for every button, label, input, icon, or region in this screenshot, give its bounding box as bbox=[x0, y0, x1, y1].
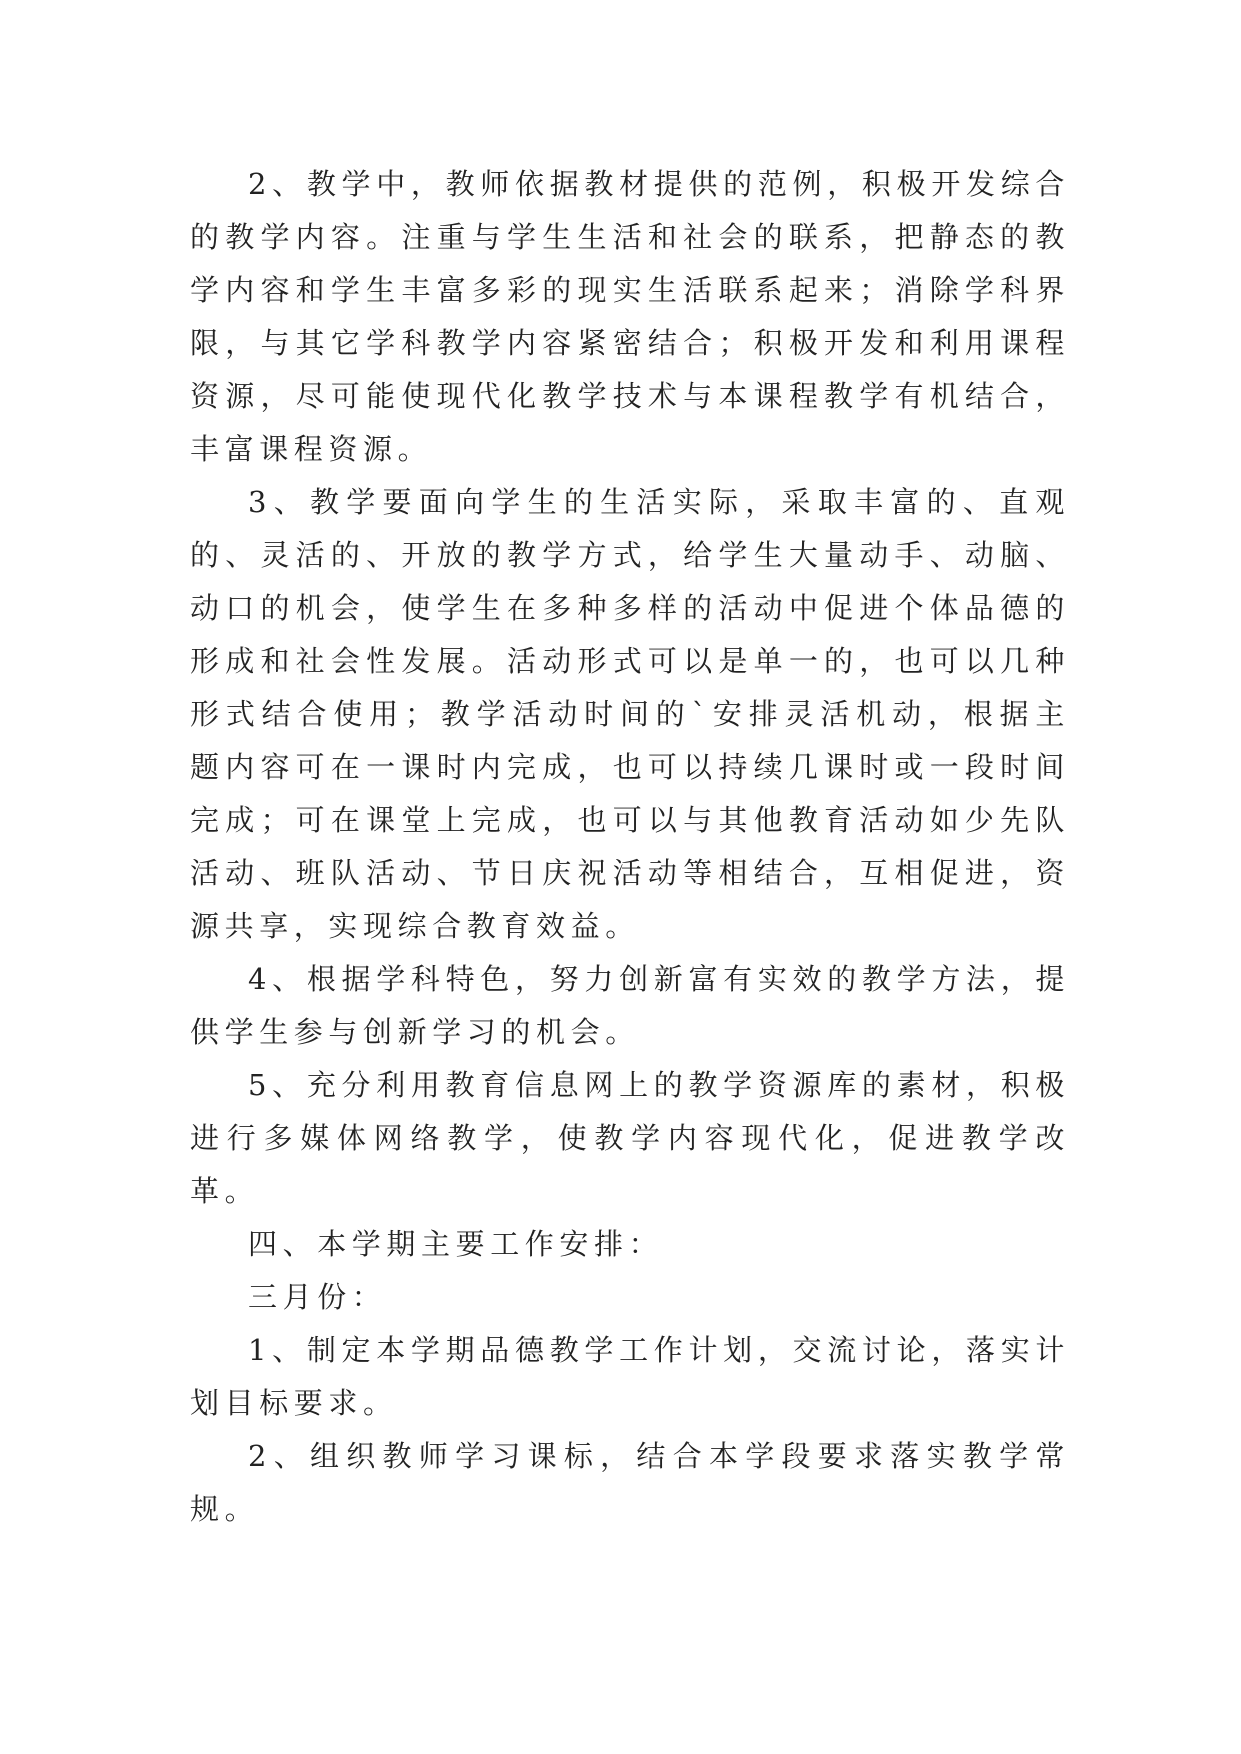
paragraph-multimedia: 5、充分利用教育信息网上的教学资源库的素材，积极进行多媒体网络教学，使教学内容现代化，促进教学改革。 bbox=[190, 1068, 1070, 1208]
paragraph-march-item-2: 2、组织教师学习课标，结合本学段要求落实教学常规。 bbox=[190, 1439, 1070, 1526]
paragraph-subject-features: 4、根据学科特色，努力创新富有实效的教学方法，提供学生参与创新学习的机会。 bbox=[190, 962, 1070, 1049]
paragraph-teaching-methods: 3、教学要面向学生的生活实际，采取丰富的、直观的、灵活的、开放的教学方式，给学生大量动手、动脑、动口的机会，使学生在多种多样的活动中促进个体品德的形成和社会性发展。活动形式可以是单一的，也可以几种形式结合使用；教学活动时间的`安排灵活机动，根据主题内容可在一课时内完成，也可以持续几课时或一段时间完成；可在课堂上完成，也可以与其他教育活动如少先队活动、班队活动、节日庆祝活动等相结合，互相促进，资源共享，实现综合教育效益。 bbox=[190, 485, 1070, 943]
document-body bbox=[190, 158, 1070, 1536]
subheading-march: 三月份： bbox=[248, 1280, 387, 1314]
section-heading-work-schedule: 四、本学期主要工作安排： bbox=[248, 1227, 664, 1261]
paragraph-teaching-content: 2、教学中，教师依据教材提供的范例，积极开发综合的教学内容。注重与学生生活和社会的联系，把静态的教学内容和学生丰富多彩的现实生活联系起来；消除学科界限，与其它学科教学内容紧密结合；积极开发和利用课程资源，尽可能使现代化教学技术与本课程教学有机结合，丰富课程资源。 bbox=[190, 167, 1070, 466]
paragraph-march-item-1: 1、制定本学期品德教学工作计划，交流讨论，落实计划目标要求。 bbox=[190, 1333, 1070, 1420]
